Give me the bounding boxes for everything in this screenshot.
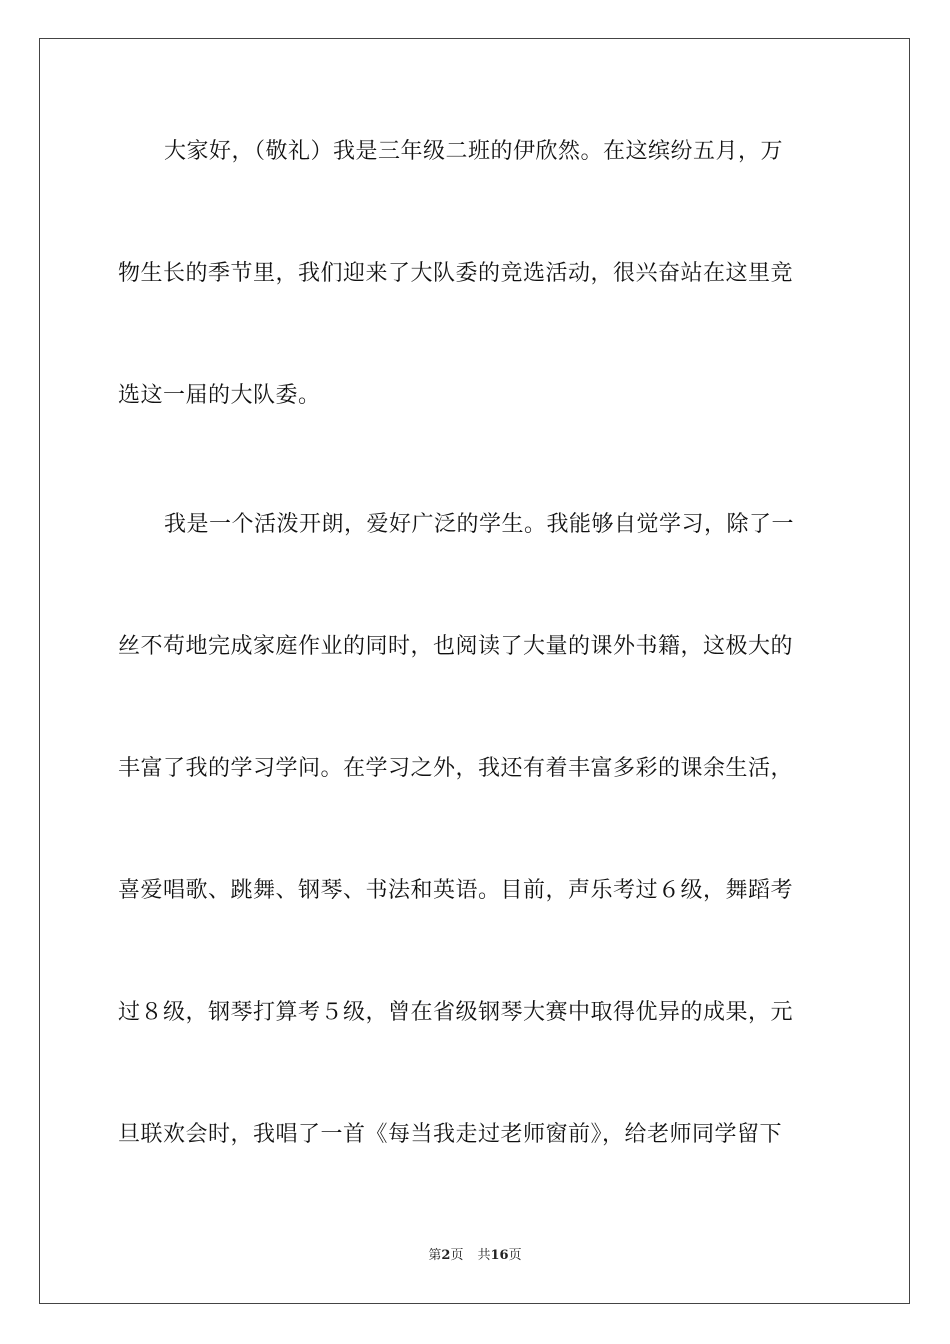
total-suffix: 页 <box>508 1248 522 1263</box>
paragraph-2-line-1: 我是一个活泼开朗，爱好广泛的学生。我能够自觉学习，除了一 <box>164 512 795 537</box>
page-prefix: 第 <box>428 1248 442 1263</box>
current-page-number: 2 <box>441 1248 451 1263</box>
paragraph-2-line-3: 丰富了我的学习学问。在学习之外，我还有着丰富多彩的课余生活， <box>118 756 794 781</box>
page-border <box>39 38 910 1304</box>
paragraph-2-line-2: 丝不苟地完成家庭作业的同时，也阅读了大量的课外书籍，这极大的 <box>118 634 794 659</box>
paragraph-1-line-3: 选这一届的大队委。 <box>118 383 321 408</box>
paragraph-1-line-2: 物生长的季节里，我们迎来了大队委的竞选活动，很兴奋站在这里竞 <box>118 261 794 286</box>
paragraph-2-line-4: 喜爱唱歌、跳舞、钢琴、书法和英语。目前，声乐考过６级，舞蹈考 <box>118 878 794 903</box>
paragraph-2-line-5: 过８级，钢琴打算考５级，曾在省级钢琴大赛中取得优异的成果，元 <box>118 1000 794 1025</box>
total-page-count: 16 <box>490 1248 509 1263</box>
paragraph-1-line-1: 大家好，（敬礼）我是三年级二班的伊欣然。在这缤纷五月，万 <box>164 139 784 164</box>
total-prefix: 共 <box>477 1248 491 1263</box>
page-suffix: 页 <box>450 1248 464 1263</box>
page-number-footer <box>0 1247 950 1265</box>
paragraph-2-line-6: 旦联欢会时，我唱了一首《每当我走过老师窗前》，给老师同学留下 <box>118 1122 783 1147</box>
